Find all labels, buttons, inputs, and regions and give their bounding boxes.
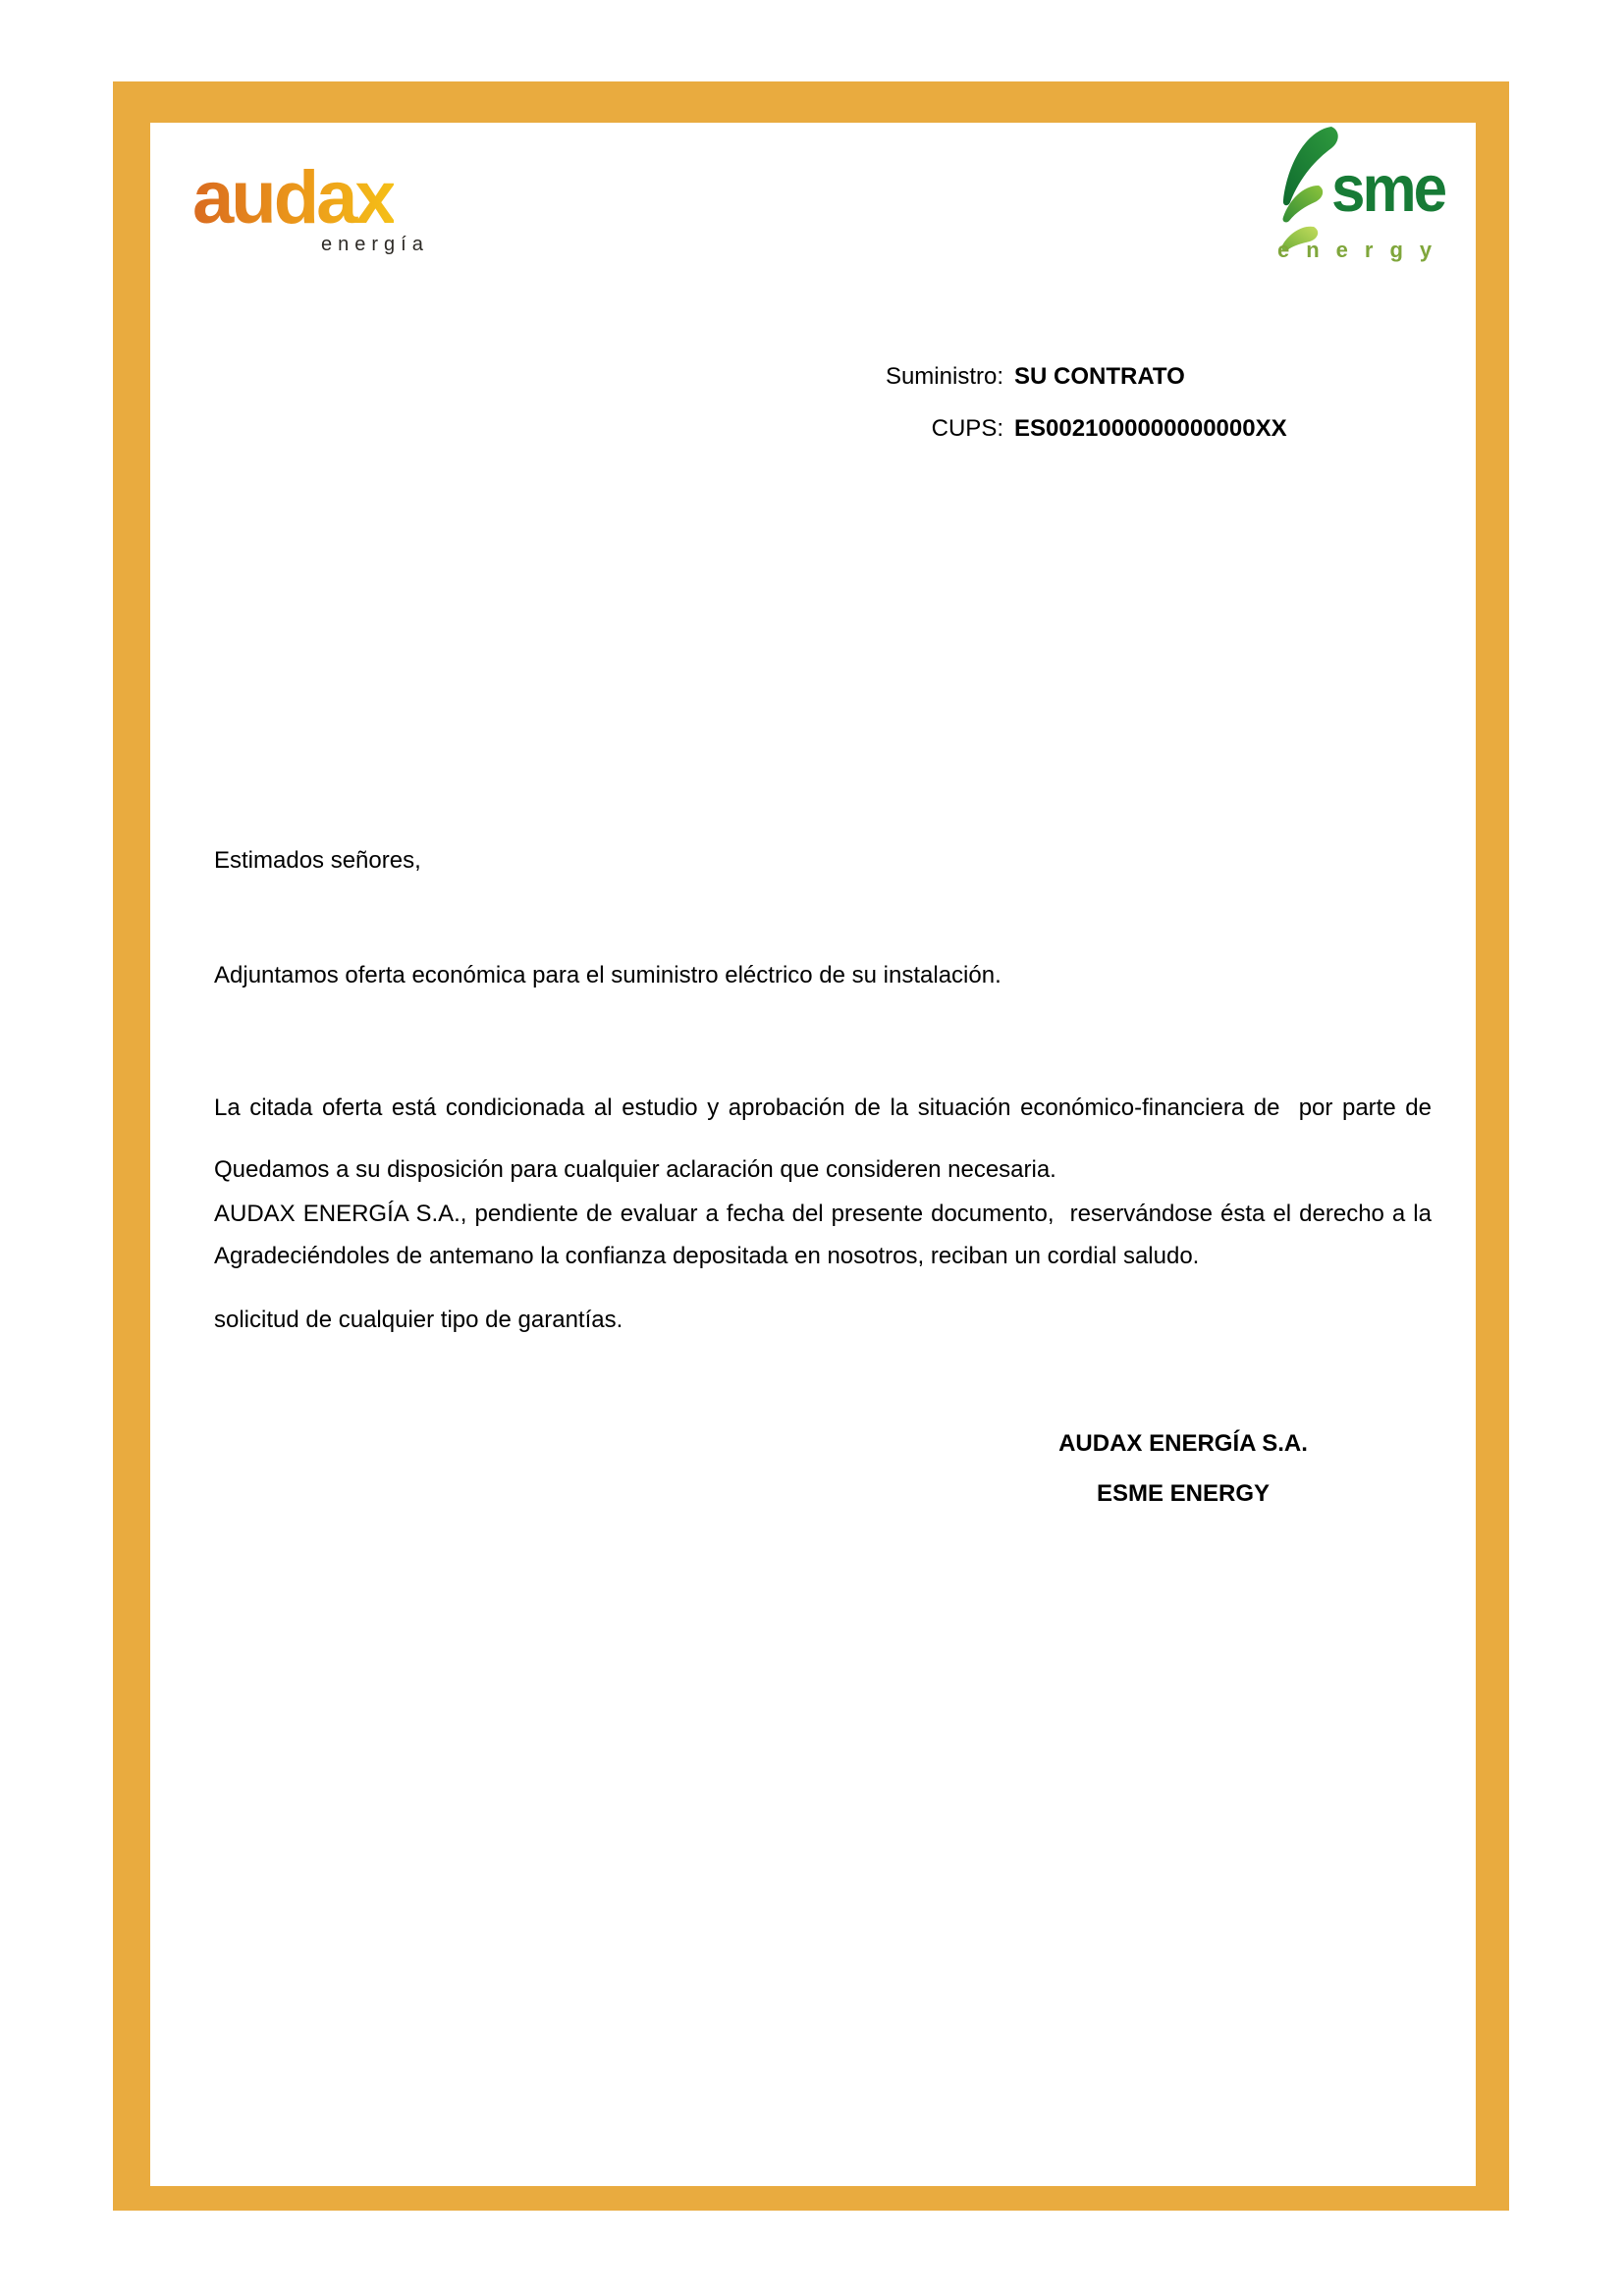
audax-logo-subtext: energía bbox=[321, 234, 429, 255]
esme-energy-logo bbox=[1274, 122, 1461, 269]
paragraph-availability: Quedamos a su disposición para cualquier aclaración que consideren necesaria. bbox=[214, 1156, 1056, 1183]
signature-block bbox=[938, 1429, 1429, 1509]
salutation: Estimados señores, bbox=[214, 847, 421, 874]
suministro-label: Suministro: bbox=[885, 363, 1003, 390]
signature-company: AUDAX ENERGÍA S.A. bbox=[1058, 1430, 1308, 1457]
paragraph-thanks: Agradeciéndoles de antemano la confianza depositada en nosotros, reciban un cordial saludo. bbox=[214, 1243, 1200, 1269]
cups-row bbox=[589, 414, 1287, 444]
paragraph-conditions-line-1: La citada oferta está condicionada al estudio y aprobación de la situación económico-financiera de por parte de bbox=[214, 1095, 1432, 1121]
supply-info-block bbox=[589, 362, 1287, 444]
esme-logo-subtext: energy bbox=[1277, 238, 1449, 262]
audax-logo-wordmark: audax bbox=[192, 156, 394, 240]
paragraph-conditions bbox=[214, 1020, 1432, 1409]
cups-label: CUPS: bbox=[931, 415, 1003, 442]
cups-value: ES0021000000000000XX bbox=[1014, 415, 1287, 442]
esme-logo-wordmark: sme bbox=[1331, 152, 1445, 227]
paragraph-conditions-line-3: solicitud de cualquier tipo de garantías. bbox=[214, 1307, 623, 1333]
suministro-value: SU CONTRATO bbox=[1014, 363, 1185, 390]
audax-energia-logo bbox=[192, 147, 448, 275]
paragraph-conditions-line-2: AUDAX ENERGÍA S.A., pendiente de evaluar a fecha del presente documento, reservándose ésta el derecho a la bbox=[214, 1201, 1432, 1227]
supply-row bbox=[589, 362, 1287, 392]
signature-brand: ESME ENERGY bbox=[1096, 1480, 1271, 1507]
paragraph-offer: Adjuntamos oferta económica para el suministro eléctrico de su instalación. bbox=[214, 962, 1001, 988]
